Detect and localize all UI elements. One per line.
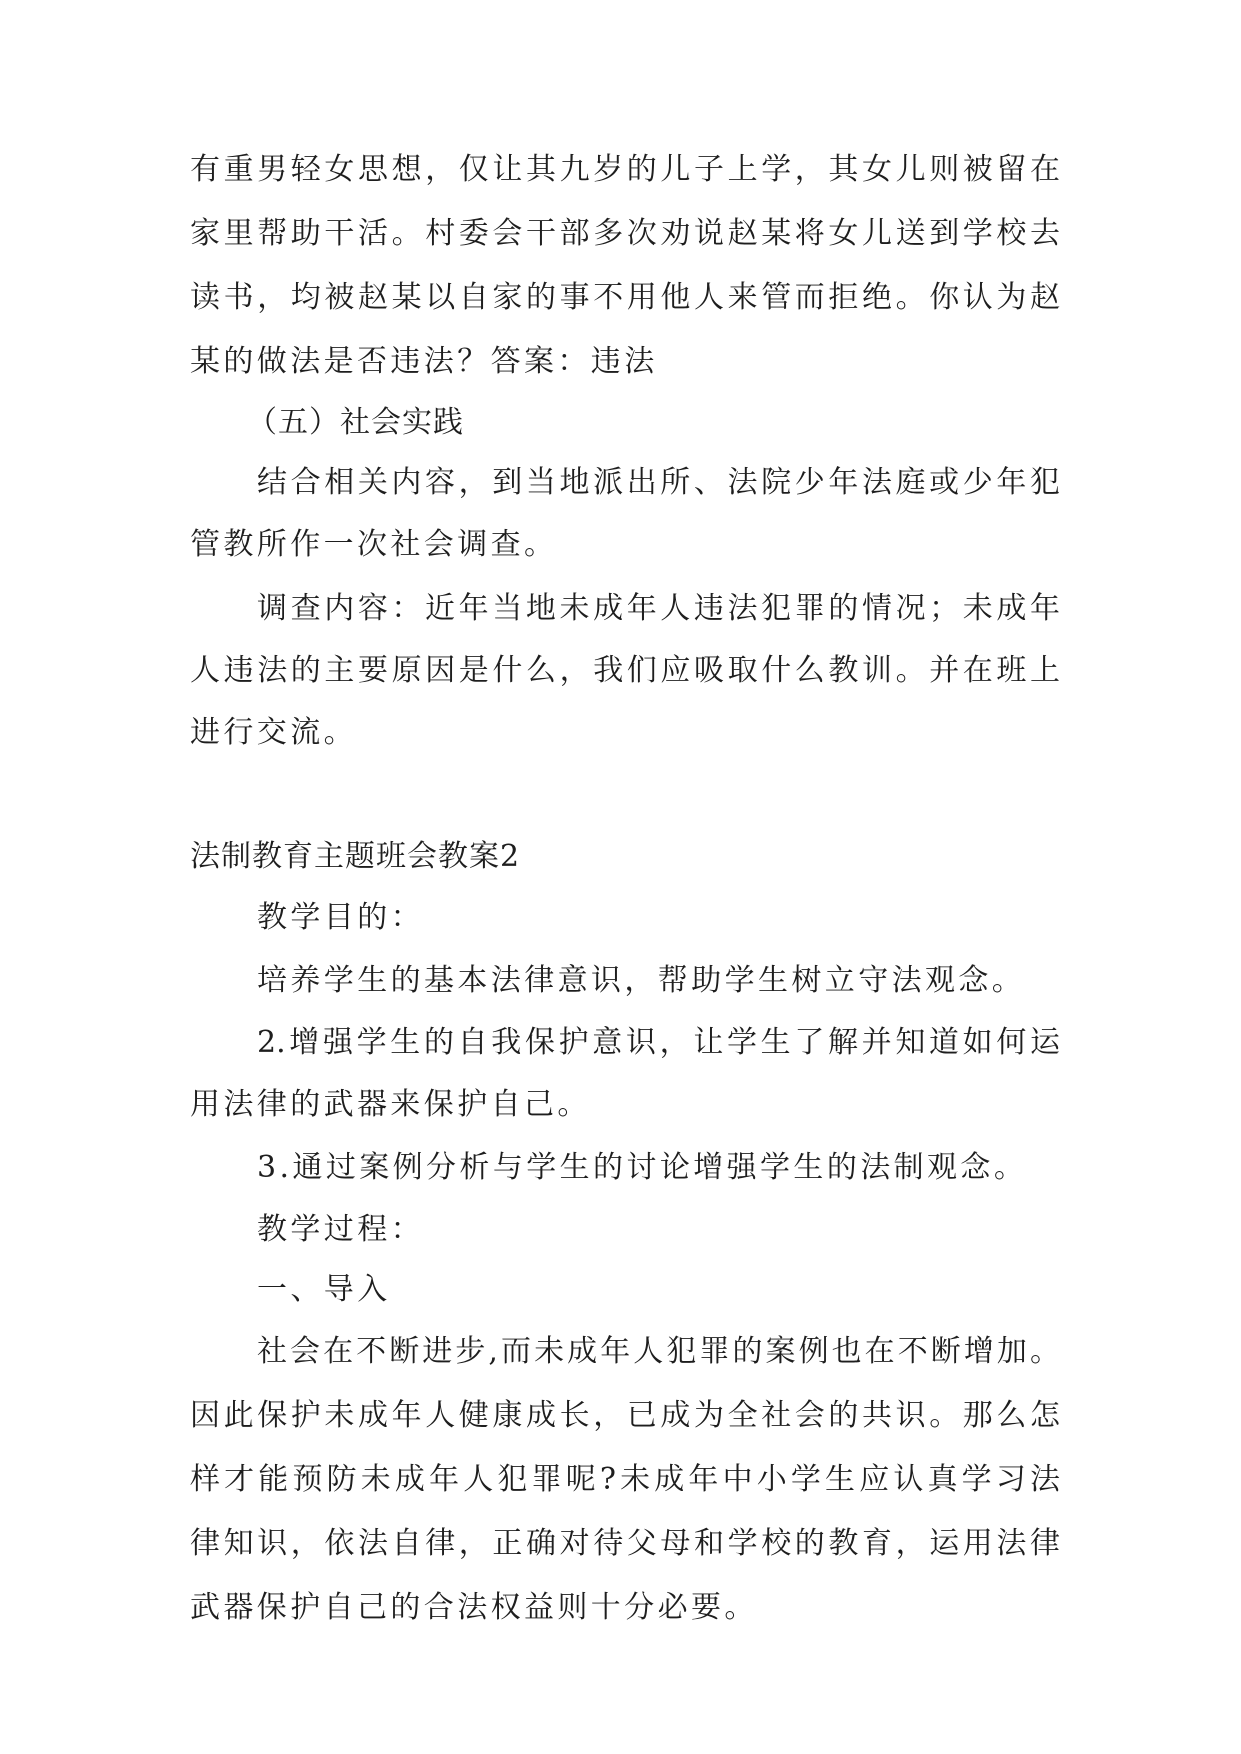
text-line: 用法律的武器来保护自己。 [190, 1087, 591, 1122]
subheading: 一、导入 [257, 1272, 391, 1307]
text-line: 结合相关内容，到当地派出所、法院少年法庭或少年犯 [257, 465, 1060, 500]
text-line: 律知识，依法自律，正确对待父母和学校的教育，运用法律 [190, 1526, 1060, 1561]
text-line: 因此保护未成年人健康成长，已成为全社会的共识。那么怎 [190, 1398, 1060, 1433]
text-line: 武器保护自己的合法权益则十分必要。 [190, 1590, 758, 1625]
text-line: 人违法的主要原因是什么，我们应吸取什么教训。并在班上 [190, 653, 1060, 688]
text-line: 3.通过案例分析与学生的讨论增强学生的法制观念。 [257, 1150, 1028, 1185]
text-line: 读书，均被赵某以自家的事不用他人来管而拒绝。你认为赵 [190, 280, 1060, 315]
text-line: 进行交流。 [190, 715, 357, 750]
section-title: 法制教育主题班会教案2 [190, 839, 521, 874]
text-line: 管教所作一次社会调查。 [190, 527, 558, 562]
text-line: 家里帮助干活。村委会干部多次劝说赵某将女儿送到学校去 [190, 216, 1060, 251]
subheading: 教学目的： [257, 900, 424, 935]
text-line: 调查内容：近年当地未成年人违法犯罪的情况；未成年 [257, 591, 1060, 626]
text-line: 培养学生的基本法律意识，帮助学生树立守法观念。 [257, 963, 1026, 998]
text-line: 样才能预防未成年人犯罪呢?未成年中小学生应认真学习法 [190, 1462, 1060, 1497]
text-line: 社会在不断进步,而未成年人犯罪的案例也在不断增加。 [257, 1334, 1060, 1369]
subheading: 教学过程： [257, 1212, 424, 1247]
section-heading: （五）社会实践 [247, 405, 464, 440]
text-line: 某的做法是否违法？答案：违法 [190, 344, 658, 379]
text-line: 有重男轻女思想，仅让其九岁的儿子上学，其女儿则被留在 [190, 152, 1060, 187]
text-line: 2.增强学生的自我保护意识，让学生了解并知道如何运 [257, 1025, 1060, 1060]
